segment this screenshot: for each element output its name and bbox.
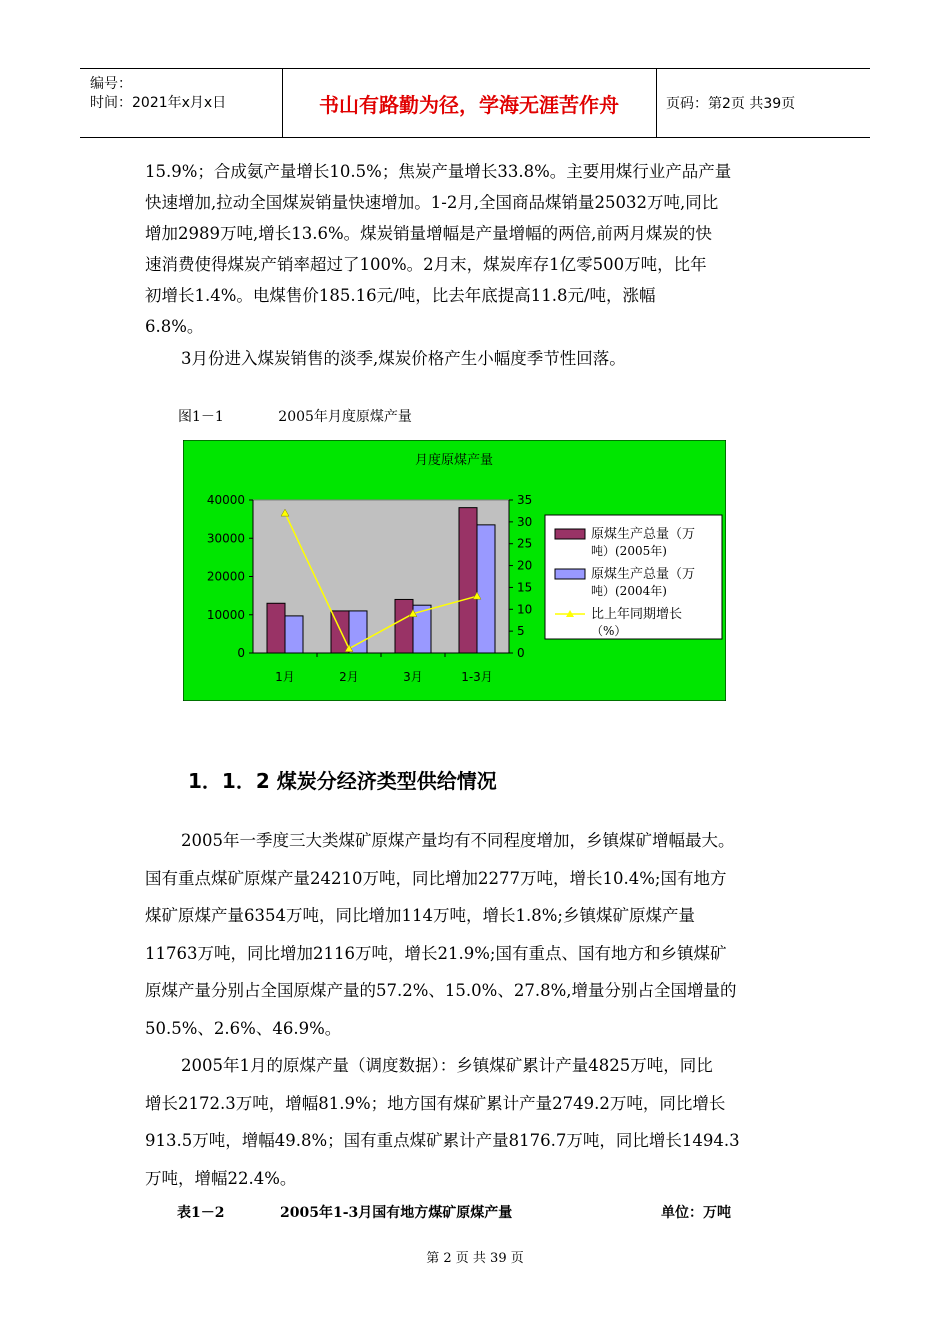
legend-swatch-2005	[555, 529, 585, 539]
figure-number: 图1－1	[178, 409, 224, 425]
chart-legend	[545, 515, 722, 639]
figure-caption	[178, 406, 462, 426]
text-line: 煤矿原煤产量6354万吨，同比增加114万吨，增长1.8%;乡镇煤矿原煤产量	[145, 906, 695, 925]
header-number-label: 编号：	[90, 76, 132, 92]
y-right-tick-label: 5	[517, 624, 525, 639]
chart-title: 月度原煤产量	[414, 453, 494, 468]
table-title: 2005年1-3月国有地方煤矿原煤产量	[280, 1205, 513, 1221]
header-date-label: 时间：2021年x月x日	[90, 95, 227, 111]
y-left-tick-label: 30000	[206, 531, 245, 546]
x-tick-label: 3月	[403, 670, 423, 684]
text-line: 快速增加,拉动全国煤炭销量快速增加。1-2月,全国商品煤销量25032万吨,同比	[145, 193, 719, 212]
text-line: 6.8%。	[145, 317, 204, 336]
text-line: 3月份进入煤炭销售的淡季,煤炭价格产生小幅度季节性回落。	[181, 349, 626, 368]
paragraph-3	[145, 822, 815, 1047]
bar-2005	[267, 603, 285, 653]
paragraph-1	[145, 156, 815, 342]
text-line: 11763万吨，同比增加2116万吨，增长21.9%;国有重点、国有地方和乡镇煤矿	[145, 943, 727, 963]
table-number: 表1－2	[177, 1205, 225, 1221]
y-left-tick-label: 0	[237, 646, 245, 660]
text-line: 增长2172.3万吨，增幅81.9%；地方国有煤矿累计产量2749.2万吨，同比增长	[145, 1093, 726, 1113]
page-header	[80, 68, 870, 138]
text-line: 15.9%；合成氨产量增长10.5%；焦炭产量增长33.8%。主要用煤行业产品产量	[145, 162, 732, 181]
bar-2005	[459, 508, 477, 653]
x-tick-label: 2月	[339, 670, 359, 684]
legend-label: 原煤生产总量（万	[591, 567, 696, 582]
y-right-tick-label: 35	[517, 493, 533, 507]
legend-label: 吨）(2005年)	[591, 544, 667, 558]
text-line: 913.5万吨，增幅49.8%；国有重点煤矿累计产量8176.7万吨，同比增长1494.3	[145, 1131, 740, 1150]
text-line: 初增长1.4%。电煤售价185.16元/吨，比去年底提高11.8元/吨，涨幅	[145, 286, 656, 305]
y-right-tick-label: 30	[517, 514, 533, 529]
text-line: 增加2989万吨,增长13.6%。煤炭销量增幅是产量增幅的两倍,前两月煤炭的快	[145, 224, 712, 243]
y-left-tick-label: 20000	[206, 569, 245, 584]
text-line: 万吨，增幅22.4%。	[145, 1168, 297, 1188]
monthly-coal-output-chart	[183, 440, 726, 701]
text-line: 原煤产量分别占全国原煤产量的57.2%、15.0%、27.8%,增量分别占全国增量的	[145, 981, 737, 1000]
legend-label: 吨）(2004年)	[591, 584, 667, 598]
x-tick-label: 1-3月	[461, 670, 493, 684]
legend-label: 比上年同期增长	[591, 607, 683, 622]
y-right-tick-label: 10	[517, 602, 533, 617]
header-motto: 书山有路勤为径，学海无涯苦作舟	[282, 69, 657, 137]
header-left-cell	[80, 69, 283, 137]
bar-2005	[395, 599, 413, 653]
x-tick-label: 1月	[275, 670, 295, 684]
legend-label: 原煤生产总量（万	[591, 527, 696, 542]
y-left-tick-label: 10000	[206, 607, 245, 622]
text-line: 2005年1月的原煤产量（调度数据）：乡镇煤矿累计产量4825万吨，同比	[181, 1056, 713, 1075]
y-right-tick-label: 0	[517, 646, 525, 660]
bar-2004	[477, 525, 495, 653]
header-page-info: 页码：第2页 共39页	[666, 96, 796, 112]
y-right-tick-label: 15	[517, 580, 533, 595]
legend-label: （%）	[591, 624, 627, 638]
y-right-tick-label: 20	[517, 558, 533, 573]
text-line: 2005年一季度三大类煤矿原煤产量均有不同程度增加，乡镇煤矿增幅最大。	[181, 831, 735, 850]
bar-2004	[285, 616, 303, 653]
page-footer: 第 2 页 共 39 页	[426, 1251, 524, 1266]
y-left-tick-label: 40000	[206, 493, 245, 507]
y-right-tick-label: 25	[517, 536, 533, 551]
text-line: 国有重点煤矿原煤产量24210万吨，同比增加2277万吨，增长10.4%;国有地方	[145, 868, 727, 888]
paragraph-2	[145, 343, 815, 374]
legend-swatch-2004	[555, 569, 585, 579]
paragraph-4	[145, 1047, 815, 1197]
text-line: 50.5%、2.6%、46.9%。	[145, 1018, 342, 1038]
table-unit: 单位：万吨	[661, 1205, 731, 1221]
section-title: 1．1．2 煤炭分经济类型供给情况	[188, 769, 497, 793]
figure-title: 2005年月度原煤产量	[278, 409, 412, 425]
text-line: 速消费使得煤炭产销率超过了100%。2月末，煤炭库存1亿零500万吨，比年	[145, 255, 707, 274]
